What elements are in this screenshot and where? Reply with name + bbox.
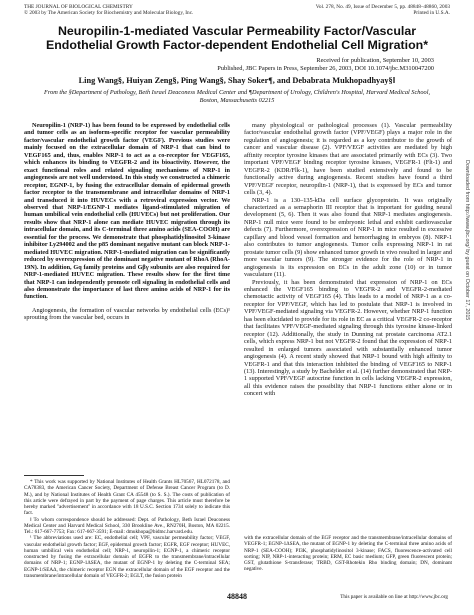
- body-paragraph: NRP-1 is a 130–135-kDa cell surface glycoprotein. It was originally characterized as a semaphorin III receptor that is important for guiding neural development (5, 6). Then it was also found that NRP-1 mediates angiogenesis. NRP-1 null mice were found to be embryonic lethal and exhibit cardiovascular defects (7). Furthermore, overexpression of NRP-1 in mice resulted in excessive capillary and blood vessel formation and hemorrhaging in embryos (8). NRP-1 also contributes to tumor angiogenesis. Tumor cells expressing NRP-1 in rat prostate tumor cells (9) show enhanced tumor growth in vivo resulted in larger and more vascular tumors (9). The stronger evidence for the role of NRP-1 in angiogenesis is its expression on ECs in the adult zone (10) or in tumor vasculature (11).: [244, 196, 452, 279]
- journal-name: THE JOURNAL OF BIOLOGICAL CHEMISTRY: [24, 4, 133, 10]
- issue-info: Vol. 278, No. 49, Issue of December 5, pp. 48848–48860, 2003: [315, 4, 450, 10]
- printed-in: Printed in U.S.A.: [413, 10, 450, 17]
- publication-dates: [134, 57, 434, 72]
- author-list: Ling Wang§, Huiyan Zeng§, Ping Wang§, Shay Soker¶, and Debabrata Mukhopadhyay§‖: [78, 76, 396, 85]
- copyright-line: © 2003 by The American Society for Biochemistry and Molecular Biology, Inc.: [24, 10, 194, 17]
- availability-note: This paper is available on line at http://www.jbc.org: [340, 594, 448, 600]
- right-column: [244, 122, 452, 398]
- page-number: 48848: [227, 592, 247, 601]
- intro-paragraph: Angiogenesis, the formation of vascular networks by endothelial cells (ECs)¹ sprouting from the vascular bed, occurs in: [24, 306, 230, 322]
- left-column: [24, 122, 230, 322]
- body-paragraph: many physiological or pathological processes (1). Vascular permeability factor/vascular endothelial growth factor (VPF/VEGF) plays a major role in the regulation of angiogenesis; it is regarded as a key contributor to the growth of cancer and vascular disease (2). VPF/VEGF activities are mediated by high affinity receptor tyrosine kinases that are associated primarily with ECs (3). Two important VPF/VEGF binding receptor tyrosine kinases, VEGFR-1 (Flt-1) and VEGFR-2 (KDR/Flk-1), have been studied extensively and found to be functionally active during angiogenesis. Recent studies have found a third VPF/VEGF receptor, neuropilin-1 (NRP-1), that is expressed by ECs and tumor cells (3, 4).: [244, 122, 452, 197]
- footnote-abbreviations: ¹ The abbreviations used are: EC, endothelial cell; VPF, vascular permeability factor; VEGF, vascular endothelial growth factor; EGF, epidermal growth factor; EGFR, EGF receptor; HUVEC, human umbilical vein endothelial cell; NRP-1, neuropilin-1; EGNP-1, a chimeric receptor constructed by fusing the extracellular domain of EGFR to the transmembrane/intracellular domains of NRP-1; EGNP-1ΔSEA, the mutant of EGNP-1 by deleting the C-terminal SEA; EGNP-1/SEAΔ, the chimeric receptor EGN the extracellular domain of the EGF receptor and the transmembrane/intracellular domain of VEGFR-2; EGLT, the fusion protein: [24, 535, 230, 579]
- body-paragraph: Previously, it has been demonstrated that expression of NRP-1 on ECs enhanced the VEGF165 binding to VEGFR-2 and VEGFR-2-mediated chemotactic activity of VEGF165 (4). This leads to a model of NRP-1 as a co-receptor for VPF/VEGF, which has led to postulate that NRP-1 is involved in VPF/VEGF-mediated signaling via VEGFR-2. However, whether NRP-1 function has been elucidated to provide for its role in EC as a critical VEGFR-2 co-receptor that facilitates VPF/VEGF-mediated signaling through this tyrosine kinase-linked receptor (12). Additionally, the study in Dunning rat prostate carcinoma AT2.1 cells, which express NRP-1 but not VEGFR-2 found that the expression of NRP-1 resulted in enlarged tumors associated with substantially enhanced tumor angiogenesis (4). A recent study showed that NRP-1 bound with high affinity to VEGFR-1 and that this interaction inhibited the binding of VEGF165 to NRP-1 (13). Interestingly, a study by Bachelder et al. (14) further demonstrated that NRP-1 supported VPF/VEGF autocrine function in cells lacking VEGFR-2 expression, all this evidence raises the possibility that NRP-1 functions either alone or in concert with: [244, 278, 452, 398]
- footnote-rule: [24, 475, 84, 476]
- abstract: Neuropilin-1 (NRP-1) has been found to be expressed by endothelial cells and tumor cells as an isoform-specific receptor for vascular permeability factor/vascular endothelial growth factor (VEGF). Previous studies were mainly focused on the extracellular domain of NRP-1 that can bind to VEGF165 and, thus, enables NRP-1 to act as a co-receptor for VEGF165, which enhances its binding to VEGFR-2 and its bioactivity. However, the exact functional roles and related signaling mechanisms of NRP-1 in angiogenesis are not well understood. In this study we constructed a chimeric receptor, EGNP-1, by fusing the extracellular domain of epidermal growth factor receptor to the transmembrane and intracellular domains of NRP-1 and transduced it into HUVECs with a retroviral expression vector. We observed that NRP-1/EGNP-1 mediates ligand-stimulated migration of human umbilical vein endothelial cells (HUVECs) but not proliferation. Our results show that NRP-1 alone can mediate HUVEC migration through its intracellular domain, and its C-terminal three amino acids (SEA-COOH) are essential for the process. We demonstrate that phosphatidylinositol 3-kinase inhibitor Ly294002 and the p85 dominant negative mutant can block NRP-1-mediated HUVEC migration. NRP-1-mediated migration can be significantly reduced by overexpression of the dominant negative mutant of RhoA (RhoA-19N). In addition, Gq family proteins and Gβγ subunits are also required for NRP-1-mediated HUVEC migration. These results show for the first time that NRP-1 can independently promote cell signaling in endothelial cells and also demonstrate the importance of last three amino acids of NRP-1 for its function.: [24, 122, 230, 301]
- article-title: Neuropilin-1-mediated Vascular Permeability Factor/Vascular Endothelial Growth Factor-dependent Endothelial Cell Migration*: [45, 24, 429, 53]
- received-date: Received for publication, September 10, 2003: [316, 57, 434, 64]
- footnote-funding: * This work was supported by National Institutes of Health Grants HL70567, HL072178, and CA78383, the American Cancer Society, Department of Defense Breast Cancer Program (to D. M.), and by National Institutes of Health Grant CA 45548 (to S. S.). The costs of publication of this article were defrayed in part by the payment of page charges. This article must therefore be hereby marked "advertisement" in accordance with 18 U.S.C. Section 1734 solely to indicate this fact.: [24, 479, 230, 517]
- footnotes: [24, 479, 230, 579]
- right-footnote-continuation: with the extracellular domain of the EGF receptor and the transmembrane/intracellular domains of VEGFR-1; EGNP-1ΔSEA, the mutant of EGNP-1 by deleting the C-terminal three amino acids of NRP-1 (SEA-COOH); PI3K, phosphatidylinositol 3-kinase; FACS, fluorescence-activated cell sorting; NIP, NRP-1-interacting protein; ERM, EC basic medium; GFP, green fluorescent protein; GST, glutathione S-transferase; TRBD, GST-Rhotekin Rho binding domain; DN, dominant negative.: [244, 535, 452, 573]
- affiliations: From the §Department of Pathology, Beth Israel Deaconess Medical Center and ¶Department of Urology, Children's Hospital, Harvard Medical School, Boston, Massachusetts 02215: [44, 89, 431, 104]
- published-date: Published, JBC Papers in Press, September 26, 2003, DOI 10.1074/jbc.M310047200: [217, 64, 434, 72]
- footnote-correspondence: ‖ To whom correspondence should be addressed: Dept. of Pathology, Beth Israel Deaconess Medical Center and Harvard Medical School, 330 Brookline Ave., RN270H, Boston, MA 02215. Tel.: 617-667-7753; Fax: 617-667-3591; E-mail: dmukhopa@bidmc.harvard.edu.: [24, 516, 230, 535]
- download-watermark: Downloaded from http://www.jbc.org/ by guest on October 17, 2015: [464, 160, 470, 321]
